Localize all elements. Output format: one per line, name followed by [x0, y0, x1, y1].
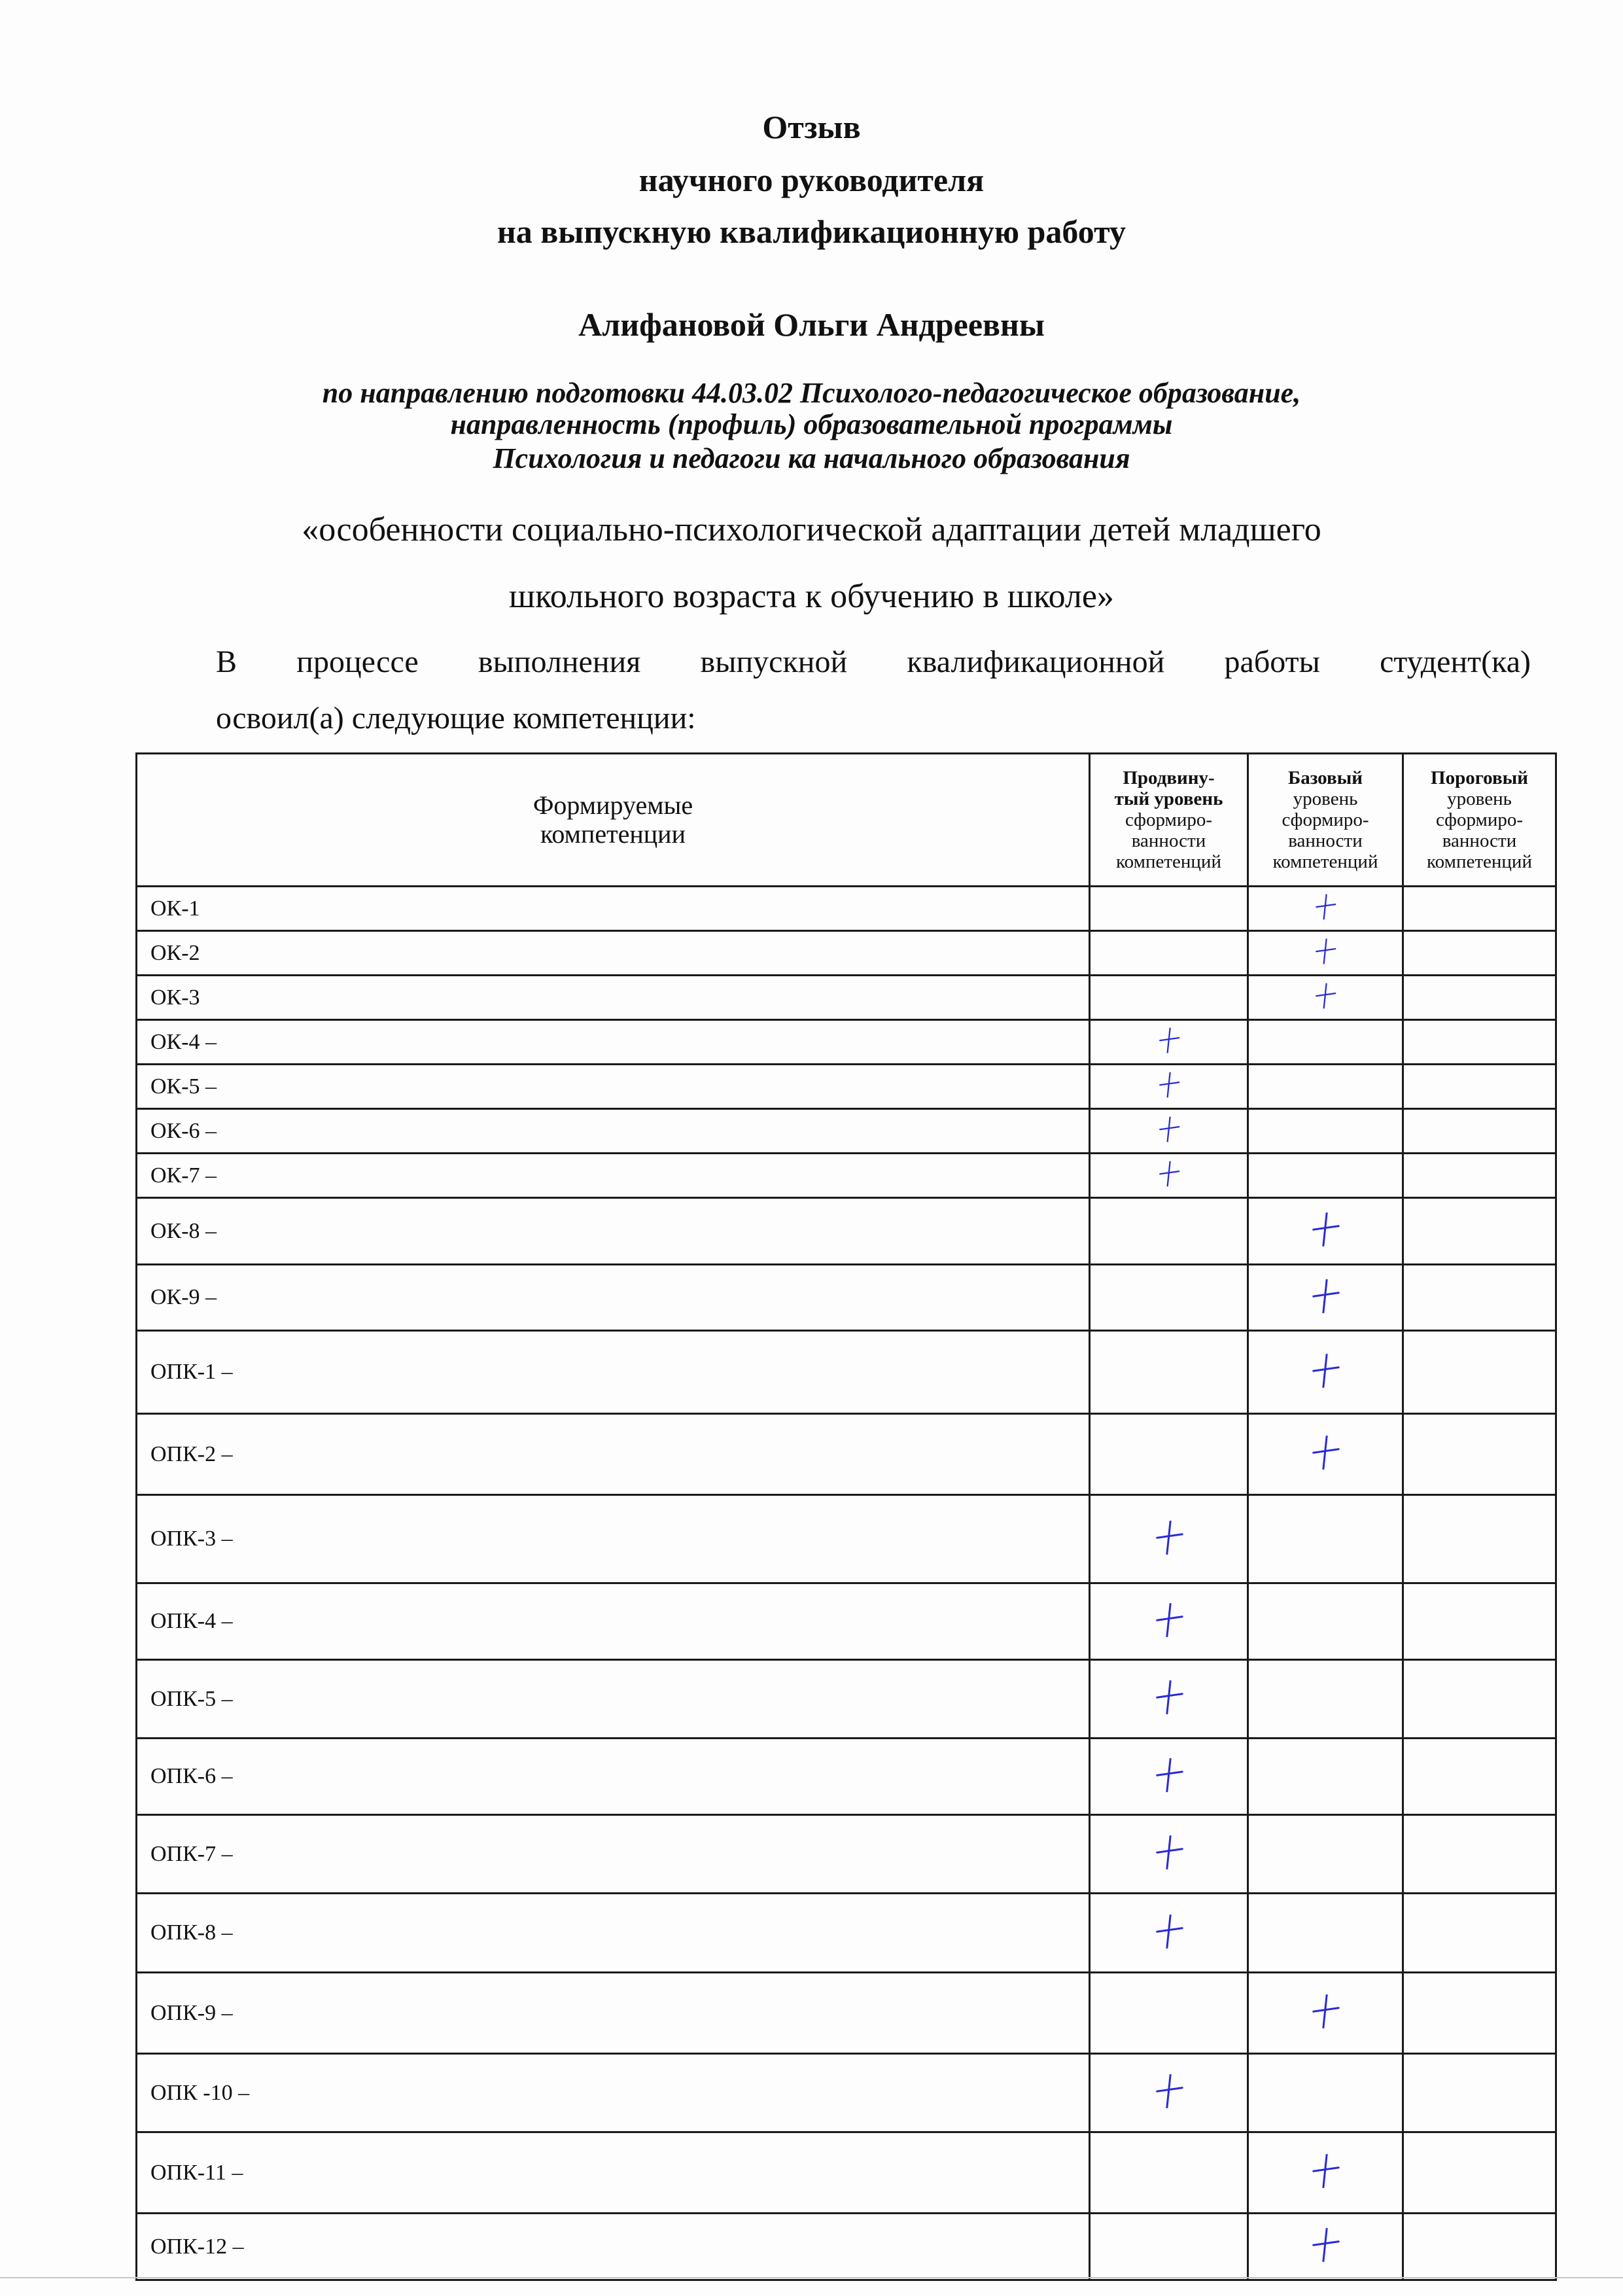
handwritten-plus-mark-icon [1311, 981, 1340, 1011]
level-cell-threshold [1403, 1020, 1556, 1065]
intro-paragraph-line-1: В процессе выполнения выпускной квалификационной работы студент(ка) [216, 645, 1531, 679]
handwritten-plus-mark-icon [1149, 2072, 1189, 2111]
handwritten-plus-mark-icon [1306, 1210, 1345, 1249]
table-row [137, 931, 1556, 976]
level-cell-threshold [1403, 1815, 1556, 1894]
competence-code: ОК-1 [137, 887, 1090, 931]
handwritten-plus-mark-icon [1311, 892, 1340, 922]
level-cell-threshold [1403, 1109, 1556, 1154]
level-cell-threshold [1403, 1894, 1556, 1973]
level-cell-advanced [1090, 1739, 1248, 1815]
level-cell-basic [1248, 1198, 1403, 1265]
table-row [137, 1198, 1556, 1265]
competence-code: ОК-8 – [137, 1198, 1090, 1265]
document-subtitle-2: на выпускную квалификационную работу [497, 213, 1126, 250]
table-row [137, 2054, 1556, 2132]
level-cell-basic [1248, 1815, 1403, 1894]
level-cell-advanced [1090, 1495, 1248, 1583]
level-cell-threshold [1403, 931, 1556, 976]
level-cell-basic [1248, 887, 1403, 931]
document-subtitle: научного руководителя [638, 162, 985, 198]
level-cell-threshold [1403, 1583, 1556, 1660]
level-cell-advanced [1090, 1331, 1248, 1414]
level-cell-basic [1248, 1020, 1403, 1065]
level-cell-basic [1248, 1894, 1403, 1973]
competence-code: ОК-9 – [137, 1265, 1090, 1331]
level-cell-advanced [1090, 1894, 1248, 1973]
table-row [137, 1020, 1556, 1065]
document-title: Отзыв [762, 109, 861, 145]
table-row [137, 1109, 1556, 1154]
table-row [137, 2132, 1556, 2214]
competence-code: ОПК-9 – [137, 1973, 1090, 2054]
competence-code: ОПК-8 – [137, 1894, 1090, 1973]
column-header-threshold: Пороговый уровень сформиро- ванности компетенций [1403, 754, 1556, 887]
level-cell-threshold [1403, 2054, 1556, 2132]
level-cell-threshold [1403, 1331, 1556, 1414]
handwritten-plus-mark-icon [1149, 1678, 1189, 1717]
level-cell-advanced [1090, 1414, 1248, 1495]
competence-code: ОПК-3 – [137, 1495, 1090, 1583]
table-row [137, 1894, 1556, 1973]
competence-code: ОПК-1 – [137, 1331, 1090, 1414]
level-cell-basic [1248, 1495, 1403, 1583]
level-cell-advanced [1090, 1065, 1248, 1109]
handwritten-plus-mark-icon [1154, 1026, 1183, 1055]
handwritten-plus-mark-icon [1149, 1833, 1189, 1872]
table-row [137, 2214, 1556, 2280]
level-cell-advanced [1090, 1973, 1248, 2054]
competence-code: ОПК-2 – [137, 1414, 1090, 1495]
table-row [137, 1815, 1556, 1894]
level-cell-advanced [1090, 1583, 1248, 1660]
level-cell-advanced [1090, 1265, 1248, 1331]
program-line-2: направленность (профиль) образовательной программы [450, 408, 1173, 440]
handwritten-plus-mark-icon [1149, 1912, 1189, 1951]
column-header-advanced: Продвину- тый уровень сформиро- ванности компетенций [1090, 754, 1248, 887]
table-row [137, 887, 1556, 931]
handwritten-plus-mark-icon [1306, 1277, 1345, 1316]
competence-code: ОК-6 – [137, 1109, 1090, 1154]
level-cell-basic [1248, 1973, 1403, 2054]
column-header-competence: Формируемые компетенции [137, 754, 1090, 887]
level-cell-advanced [1090, 1020, 1248, 1065]
handwritten-plus-mark-icon [1306, 2151, 1345, 2191]
level-cell-advanced [1090, 976, 1248, 1020]
competence-code: ОПК-7 – [137, 1815, 1090, 1894]
level-cell-threshold [1403, 1739, 1556, 1815]
level-cell-advanced [1090, 1815, 1248, 1894]
level-cell-advanced [1090, 1198, 1248, 1265]
level-cell-threshold [1403, 1265, 1556, 1331]
level-cell-basic [1248, 1331, 1403, 1414]
handwritten-plus-mark-icon [1154, 1070, 1183, 1100]
level-cell-advanced [1090, 931, 1248, 976]
table-row [137, 1495, 1556, 1583]
thesis-topic-line-2: школьного возраста к обучению в школе» [509, 578, 1114, 615]
level-cell-advanced [1090, 2132, 1248, 2214]
level-cell-basic [1248, 1265, 1403, 1331]
handwritten-plus-mark-icon [1154, 1159, 1183, 1189]
table-row [137, 1973, 1556, 2054]
handwritten-plus-mark-icon [1149, 1600, 1189, 1640]
competence-code: ОК-2 [137, 931, 1090, 976]
level-cell-basic [1248, 1660, 1403, 1739]
level-cell-threshold [1403, 1065, 1556, 1109]
level-cell-advanced [1090, 1109, 1248, 1154]
level-cell-threshold [1403, 1198, 1556, 1265]
competence-code: ОПК-11 – [137, 2132, 1090, 2214]
page-edge-shadow [0, 2277, 1623, 2278]
competence-code: ОПК-4 – [137, 1583, 1090, 1660]
level-cell-threshold [1403, 976, 1556, 1020]
competence-code: ОПК -10 – [137, 2054, 1090, 2132]
column-header-basic: Базовый уровень сформиро- ванности компетенций [1248, 754, 1403, 887]
level-cell-threshold [1403, 1660, 1556, 1739]
program-line-1: по направлению подготовки 44.03.02 Психолого-педагогическое образование, [322, 377, 1301, 409]
level-cell-basic [1248, 2054, 1403, 2132]
level-cell-basic [1248, 1414, 1403, 1495]
level-cell-advanced [1090, 1154, 1248, 1198]
handwritten-plus-mark-icon [1149, 1518, 1189, 1557]
program-line-3: Психология и педагоги ка начального образования [493, 442, 1130, 474]
level-cell-threshold [1403, 2132, 1556, 2214]
level-cell-basic [1248, 1109, 1403, 1154]
level-cell-advanced [1090, 1660, 1248, 1739]
table-row [137, 1331, 1556, 1414]
competence-code: ОК-7 – [137, 1154, 1090, 1198]
level-cell-basic [1248, 1739, 1403, 1815]
level-cell-threshold [1403, 2214, 1556, 2280]
student-name: Алифановой Ольги Андреевны [578, 306, 1045, 343]
table-row [137, 1154, 1556, 1198]
level-cell-threshold [1403, 887, 1556, 931]
handwritten-plus-mark-icon [1306, 1351, 1345, 1390]
table-row [137, 1739, 1556, 1815]
level-cell-basic [1248, 976, 1403, 1020]
competence-rows [137, 887, 1556, 2280]
competence-code: ОК-5 – [137, 1065, 1090, 1109]
competence-code: ОПК-6 – [137, 1739, 1090, 1815]
intro-paragraph-line-2: освоил(а) следующие компетенции: [216, 701, 696, 735]
competence-table [135, 752, 1557, 2281]
competence-code: ОПК-5 – [137, 1660, 1090, 1739]
level-cell-threshold [1403, 1154, 1556, 1198]
table-row [137, 1065, 1556, 1109]
table-row [137, 1265, 1556, 1331]
handwritten-plus-mark-icon [1306, 1992, 1345, 2031]
level-cell-advanced [1090, 2214, 1248, 2280]
handwritten-plus-mark-icon [1154, 1115, 1183, 1144]
table-row [137, 976, 1556, 1020]
level-cell-basic [1248, 1154, 1403, 1198]
level-cell-basic [1248, 1065, 1403, 1109]
level-cell-basic [1248, 2214, 1403, 2280]
handwritten-plus-mark-icon [1306, 1433, 1345, 1472]
handwritten-plus-mark-icon [1149, 1756, 1189, 1795]
handwritten-plus-mark-icon [1311, 937, 1340, 966]
handwritten-plus-mark-icon [1306, 2225, 1345, 2265]
competence-code: ОК-4 – [137, 1020, 1090, 1065]
level-cell-threshold [1403, 1973, 1556, 2054]
table-row [137, 1583, 1556, 1660]
level-cell-basic [1248, 2132, 1403, 2214]
table-header-row [137, 754, 1556, 887]
level-cell-advanced [1090, 887, 1248, 931]
level-cell-threshold [1403, 1414, 1556, 1495]
table-row [137, 1660, 1556, 1739]
level-cell-threshold [1403, 1495, 1556, 1583]
table-row [137, 1414, 1556, 1495]
level-cell-basic [1248, 931, 1403, 976]
competence-code: ОПК-12 – [137, 2214, 1090, 2280]
level-cell-basic [1248, 1583, 1403, 1660]
competence-code: ОК-3 [137, 976, 1090, 1020]
thesis-topic-line-1: «особенности социально-психологической адаптации детей младшего [302, 511, 1321, 548]
level-cell-advanced [1090, 2054, 1248, 2132]
